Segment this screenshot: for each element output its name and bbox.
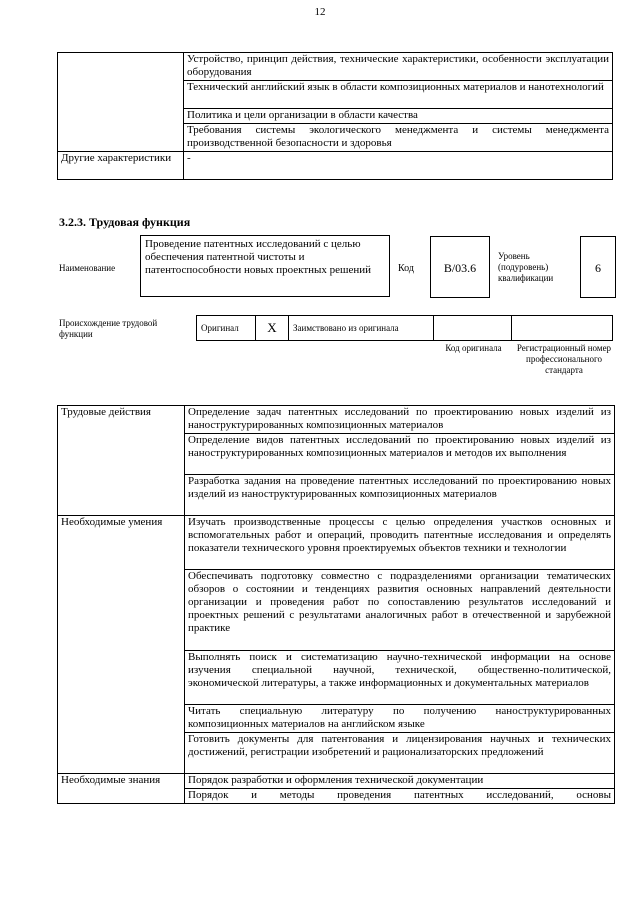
registration-number-box bbox=[511, 315, 613, 341]
knowledge-item: Порядок разработки и оформления технической документации bbox=[185, 774, 615, 789]
table-row bbox=[58, 53, 613, 81]
table-row bbox=[58, 516, 615, 570]
original-label: Оригинал bbox=[196, 315, 256, 341]
table-row bbox=[58, 774, 615, 789]
actions-label: Трудовые действия bbox=[58, 406, 185, 516]
level-label: Уровень (подуровень) квалификации bbox=[498, 251, 554, 283]
code-caption: Код оригинала bbox=[445, 343, 502, 353]
knowledge-item: Политика и цели организации в области качества bbox=[184, 109, 613, 124]
origin-label: Происхождение трудовой функции bbox=[59, 318, 158, 339]
other-characteristics-label: Другие характеристики bbox=[58, 152, 184, 180]
function-name-box: Проведение патентных исследований с целью обеспечения патентной чистоты и патентоспособности новых проектных решений bbox=[140, 235, 390, 297]
table-row bbox=[58, 152, 613, 180]
original-mark: X bbox=[255, 315, 289, 341]
action-item: Определение видов патентных исследований по проектированию новых изделий из наноструктурированных композиционных материалов и методов их выполнения bbox=[185, 434, 615, 475]
qualification-level-box: 6 bbox=[580, 236, 616, 298]
page-number: 12 bbox=[314, 6, 326, 18]
skill-item: Обеспечивать подготовку совместно с подразделениями организации тематических обзоров о состоянии и тенденциях развития основных направлений деятельности организации и проведения работ по сопоставлению результатов исследований и проектных решений с результатами аналогичных работ в отечественной и зарубежной практике bbox=[185, 570, 615, 651]
action-item: Разработка задания на проведение патентных исследований по проектированию новых изделий из наноструктурированных композиционных материалов bbox=[185, 475, 615, 516]
original-code-box bbox=[433, 315, 512, 341]
knowledge-item: Технический английский язык в области композиционных материалов и нанотехнологий bbox=[184, 81, 613, 109]
knowledge-continuation-table bbox=[57, 52, 613, 180]
skills-label: Необходимые умения bbox=[58, 516, 185, 774]
knowledge-label: Необходимые знания bbox=[58, 774, 185, 804]
name-label: Наименование bbox=[59, 263, 116, 273]
skill-item: Читать специальную литературу по получению наноструктурированных композиционных материалов на английском языке bbox=[185, 705, 615, 733]
function-code-box: B/03.6 bbox=[430, 236, 490, 298]
code-label: Код bbox=[398, 263, 414, 274]
borrowed-label: Заимствовано из оригинала bbox=[288, 315, 434, 341]
empty-label-cell bbox=[58, 53, 184, 152]
table-row bbox=[58, 406, 615, 434]
origin-row bbox=[196, 315, 613, 341]
section-heading: 3.2.3. Трудовая функция bbox=[59, 215, 191, 229]
skill-item: Выполнять поиск и систематизацию научно-технической информации на основе изучения специальной научной, технической, общественно-политической, экономической литературы, а также информационных и документальных материалов bbox=[185, 651, 615, 705]
knowledge-item: Требования системы экологического менеджмента и системы менеджмента производственной безопасности и здоровья bbox=[184, 124, 613, 152]
knowledge-item: Устройство, принцип действия, технические характеристики, особенности эксплуатации оборудования bbox=[184, 53, 613, 81]
other-characteristics-value: - bbox=[184, 152, 613, 180]
registration-caption: Регистрационный номер профессионального стандарта bbox=[516, 343, 612, 375]
knowledge-item: Порядок и методы проведения патентных исследований, основы bbox=[185, 789, 615, 804]
action-item: Определение задач патентных исследований по проектированию новых изделий из наноструктурированных композиционных материалов bbox=[185, 406, 615, 434]
skill-item: Изучать производственные процессы с целью определения участков основных и вспомогательных работ и операций, проводить патентные исследования и определять показатели технического уровня проектируемых объектов техники и технологии bbox=[185, 516, 615, 570]
labor-function-table bbox=[57, 405, 615, 804]
skill-item: Готовить документы для патентования и лицензирования научных и технических достижений, регистрации изобретений и рационализаторских предложений bbox=[185, 733, 615, 774]
